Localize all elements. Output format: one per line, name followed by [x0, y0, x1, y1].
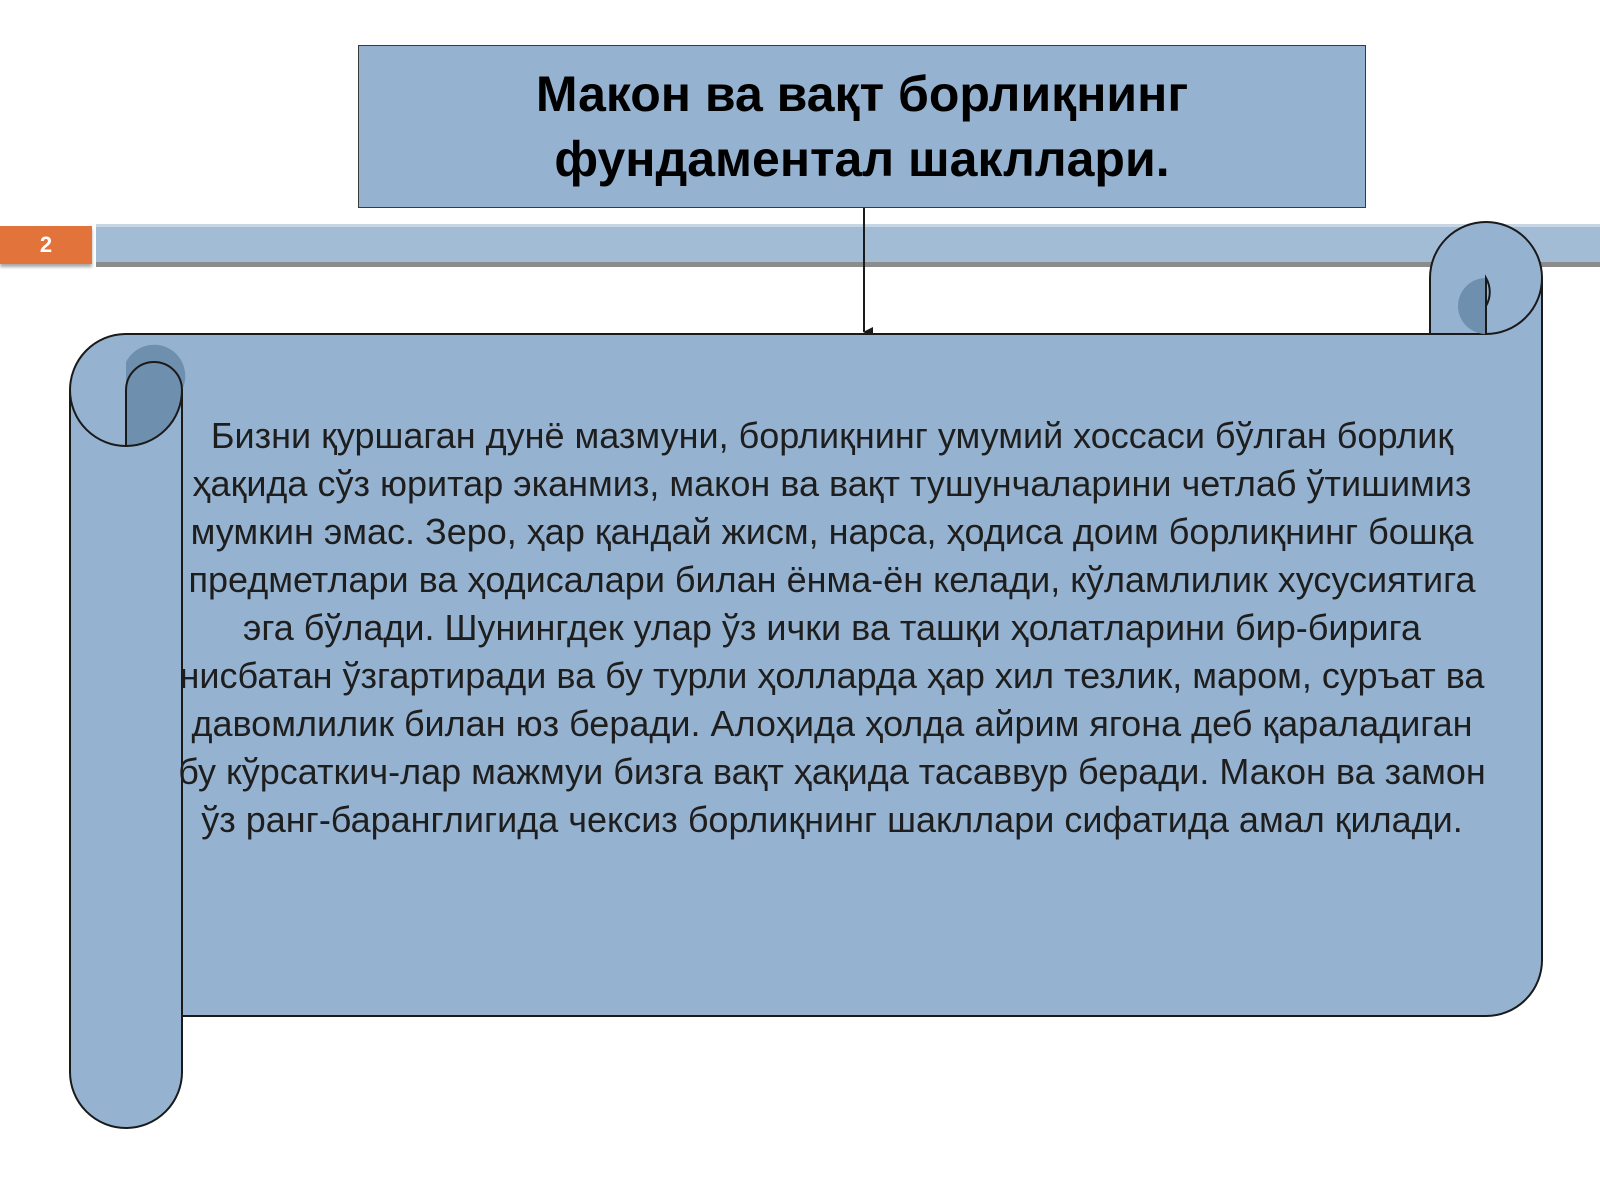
- body-text: Бизни қуршаган дунё мазмуни, борлиқнинг умумий хоссаси бўлган борлиқ ҳақида сўз юритар эканмиз, макон ва вақт тушунчаларини четлаб ўтишимиз мумкин эмас. Зеро, ҳар қандай жисм, нарса, ҳодиса доим борлиқнинг бошқа предметлари ва ҳодисалари билан ёнма-ён келади, кўламлилик хусусиятига эга бўлади. Шунингдек улар ўз ички ва ташқи ҳолатларини бир-бирига нисбатан ўзгартиради ва бу турли ҳолларда ҳар хил тезлик, маром, суръат ва давомлилик билан юз беради. Алоҳида ҳолда айрим ягона деб қараладиган бу кўрсаткич-лар мажмуи бизга вақт ҳақида тасаввур беради. Макон ва замон ўз ранг-баранглигида чексиз борлиқнинг шакллари сифатида амал қилади.: [178, 415, 1486, 840]
- slide-number: 2: [0, 226, 92, 264]
- title-box: [358, 45, 1366, 208]
- slide-title: Макон ва вақт борлиқнинг фундаментал шакллари.: [535, 65, 1189, 187]
